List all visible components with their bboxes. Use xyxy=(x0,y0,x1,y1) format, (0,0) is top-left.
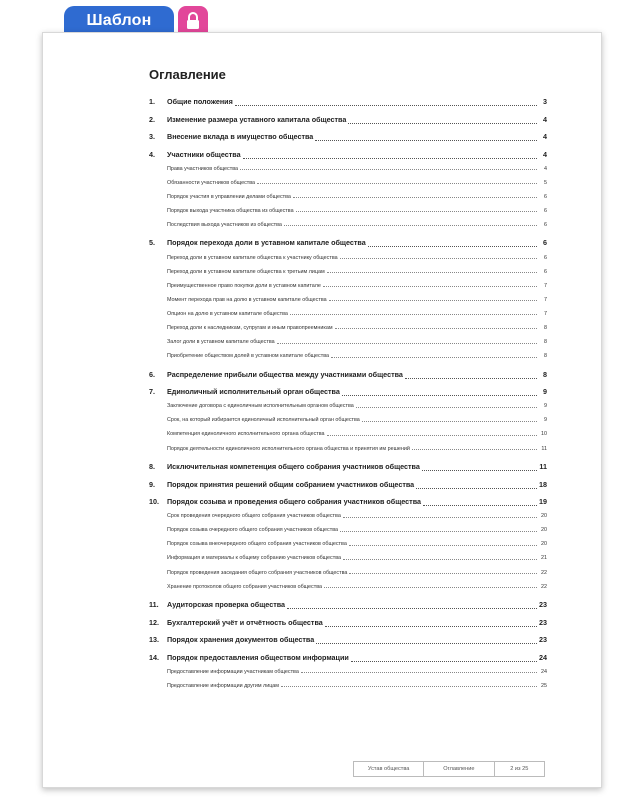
toc-leader-dots xyxy=(324,587,537,588)
toc-page-number: 9 xyxy=(543,387,547,397)
footer-doc-name: Устав общества xyxy=(354,762,424,776)
toc-leader-dots xyxy=(316,643,537,644)
toc-page-number: 7 xyxy=(544,310,547,317)
toc-section-row[interactable] xyxy=(149,497,547,508)
document-page xyxy=(42,32,602,788)
toc-subsection-label: Порядок выхода участника общества из общества xyxy=(167,207,294,214)
toc-subsection-row[interactable] xyxy=(149,537,547,551)
toc-section-label: Единоличный исполнительный орган общества xyxy=(167,387,340,397)
toc-subsection-label: Приобретение обществом долей в уставном капитале общества xyxy=(167,353,329,360)
toc-leader-dots xyxy=(281,686,537,687)
toc-section-label: Изменение размера уставного капитала общества xyxy=(167,114,347,124)
toc-subsection-label: Порядок деятельности единоличного исполнительного органа общества и принятия им решений xyxy=(167,445,410,452)
toc-leader-dots xyxy=(301,672,537,673)
page-footer xyxy=(353,761,545,777)
toc-subsection-row[interactable] xyxy=(149,509,547,523)
toc-page-number: 6 xyxy=(544,221,547,228)
toc-subsection-row[interactable] xyxy=(149,427,547,441)
toc-page-number: 6 xyxy=(544,193,547,200)
toc-subsection-row[interactable] xyxy=(149,321,547,335)
toc-page-number: 18 xyxy=(539,479,547,489)
toc-subsection-label: Преимущественное право покупки доли в уставном капитале xyxy=(167,282,321,289)
toc-leader-dots xyxy=(335,328,537,329)
toc-section-label: Общие положения xyxy=(167,97,233,106)
footer-page-number: 2 из 25 xyxy=(510,766,529,772)
toc-page-number: 22 xyxy=(541,583,547,590)
toc-section-number: 3. xyxy=(149,132,155,141)
toc-section-label: Порядок хранения документов общества xyxy=(167,635,315,645)
toc-page-number: 21 xyxy=(541,555,547,562)
toc-section-row[interactable] xyxy=(149,238,547,249)
toc-section-row[interactable] xyxy=(149,618,547,629)
toc-section-number: 6. xyxy=(149,369,155,379)
toc-page-number: 11 xyxy=(539,462,547,472)
toc-page-number: 22 xyxy=(541,569,547,576)
toc-section-row[interactable] xyxy=(149,97,547,108)
toc-leader-dots xyxy=(342,395,537,396)
toc-subsection-label: Переход доли в уставном капитале общества к участнику общества xyxy=(167,254,338,261)
toc-subsection-label: Срок, на который избирается единоличный исполнительный орган общества xyxy=(167,417,360,424)
toc-subsection-row[interactable] xyxy=(149,190,547,204)
toc-page-number: 20 xyxy=(541,513,547,520)
template-badge-label: Шаблон xyxy=(86,12,152,29)
toc-page-number: 23 xyxy=(539,600,547,610)
toc-page-number: 4 xyxy=(544,165,547,172)
toc-leader-dots xyxy=(405,378,537,379)
toc-page-number: 4 xyxy=(543,114,547,124)
toc-leader-dots xyxy=(349,573,537,574)
toc-section-row[interactable] xyxy=(149,387,547,398)
toc-section-row[interactable] xyxy=(149,132,547,143)
toc-section-row[interactable] xyxy=(149,115,547,126)
toc-leader-dots xyxy=(416,488,537,489)
toc-subsection-row[interactable] xyxy=(149,679,547,693)
toc-section-row[interactable] xyxy=(149,600,547,611)
toc-section-label: Распределение прибыли общества между участниками общества xyxy=(167,369,403,379)
toc-subsection-row[interactable] xyxy=(149,176,547,190)
toc-page-number: 5 xyxy=(544,179,547,186)
toc-section-row[interactable] xyxy=(149,150,547,161)
toc-subsection-row[interactable] xyxy=(149,218,547,232)
toc-leader-dots xyxy=(315,140,537,141)
footer-section: Оглавление xyxy=(424,762,494,776)
toc-section-number: 5. xyxy=(149,238,155,248)
toc-subsection-row[interactable] xyxy=(149,335,547,349)
toc-section-number: 14. xyxy=(149,652,159,662)
table-of-contents xyxy=(149,97,547,693)
toc-section-row[interactable] xyxy=(149,462,547,473)
toc-section-label: Участники общества xyxy=(167,149,241,159)
toc-subsection-row[interactable] xyxy=(149,551,547,565)
toc-leader-dots xyxy=(327,435,537,436)
toc-leader-dots xyxy=(368,246,537,247)
toc-page-number: 4 xyxy=(543,132,547,141)
toc-subsection-row[interactable] xyxy=(149,265,547,279)
lock-icon xyxy=(185,12,201,30)
toc-page-number: 8 xyxy=(544,353,547,360)
toc-page-number: 25 xyxy=(541,682,547,689)
toc-page-number: 20 xyxy=(541,527,547,534)
toc-subsection-label: Порядок проведения заседания общего собрания участников общества xyxy=(167,569,348,576)
toc-subsection-row[interactable] xyxy=(149,442,547,456)
toc-page-number: 6 xyxy=(544,268,547,275)
toc-page-number: 23 xyxy=(539,617,547,627)
toc-page-number: 9 xyxy=(544,403,547,410)
toc-subsection-label: Срок проведения очередного общего собрания участников общества xyxy=(167,513,341,520)
toc-leader-dots xyxy=(351,661,537,662)
toc-page-number: 8 xyxy=(544,339,547,346)
toc-section-row[interactable] xyxy=(149,653,547,664)
toc-leader-dots xyxy=(327,272,537,273)
toc-page-number: 3 xyxy=(543,97,547,106)
toc-section-row[interactable] xyxy=(149,370,547,381)
toc-leader-dots xyxy=(240,169,537,170)
toc-section-number: 1. xyxy=(149,97,155,106)
toc-section-number: 10. xyxy=(149,497,159,507)
toc-section-number: 2. xyxy=(149,114,155,124)
toc-subsection-row[interactable] xyxy=(149,565,547,579)
toc-section-number: 13. xyxy=(149,635,159,645)
toc-section-label: Порядок принятия решений общим собранием участников общества xyxy=(167,479,415,489)
toc-leader-dots xyxy=(422,470,537,471)
toc-leader-dots xyxy=(348,123,537,124)
toc-leader-dots xyxy=(290,314,537,315)
toc-subsection-row[interactable] xyxy=(149,279,547,293)
toc-subsection-label: Порядок созыва внеочередного общего собрания участников общества xyxy=(167,541,347,548)
toc-subsection-label: Последствия выхода участников из общества xyxy=(167,221,282,228)
toc-leader-dots xyxy=(340,531,537,532)
toc-page-number: 8 xyxy=(543,369,547,379)
toc-leader-dots xyxy=(329,300,537,301)
toc-subsection-label: Порядок созыва очередного общего собрания участников общества xyxy=(167,527,338,534)
toc-page-number: 9 xyxy=(544,417,547,424)
toc-page-number: 23 xyxy=(539,635,547,645)
toc-leader-dots xyxy=(356,407,537,408)
toc-subsection-row[interactable] xyxy=(149,293,547,307)
toc-page-number: 6 xyxy=(544,254,547,261)
toc-leader-dots xyxy=(296,211,537,212)
toc-section-label: Внесение вклада в имущество общества xyxy=(167,132,314,141)
toc-subsection-label: Залог доли в уставном капитале общества xyxy=(167,339,275,346)
toc-subsection-row[interactable] xyxy=(149,523,547,537)
toc-section-number: 12. xyxy=(149,617,159,627)
toc-page-number: 8 xyxy=(544,324,547,331)
toc-subsection-label: Хранение протоколов общего собрания участников общества xyxy=(167,583,323,590)
toc-section-number: 8. xyxy=(149,462,155,472)
toc-page-number: 20 xyxy=(541,541,547,548)
toc-subsection-label: Информация и материалы к общему собранию участников общества xyxy=(167,555,342,562)
toc-page-number: 4 xyxy=(543,149,547,159)
toc-page-number: 7 xyxy=(544,296,547,303)
toc-subsection-label: Переход доли к наследникам, супругам и иным правопреемникам xyxy=(167,324,333,331)
toc-section-label: Аудиторская проверка общества xyxy=(167,600,286,610)
toc-section-label: Порядок созыва и проведения общего собрания участников общества xyxy=(167,497,422,507)
toc-page-number: 11 xyxy=(541,445,547,452)
toc-subsection-label: Опцион на долю в уставном капитале общества xyxy=(167,310,288,317)
toc-subsection-row[interactable] xyxy=(149,162,547,176)
toc-subsection-label: Права участников общества xyxy=(167,165,239,172)
toc-subsection-label: Предоставление информации участникам общества xyxy=(167,668,299,675)
toc-subsection-label: Порядок участия в управлении делами общества xyxy=(167,193,291,200)
toc-leader-dots xyxy=(323,286,537,287)
toc-section-number: 7. xyxy=(149,387,155,397)
toc-section-label: Порядок предоставления обществом информации xyxy=(167,652,349,662)
toc-subsection-row[interactable] xyxy=(149,413,547,427)
toc-subsection-label: Предоставление информации другим лицам xyxy=(167,682,280,689)
toc-subsection-row[interactable] xyxy=(149,307,547,321)
toc-section-number: 11. xyxy=(149,600,159,610)
toc-leader-dots xyxy=(412,449,537,450)
toc-subsection-label: Заключение договора с единоличным исполнительным органом общества xyxy=(167,403,354,410)
toc-page-number: 7 xyxy=(544,282,547,289)
toc-subsection-label: Переход доли в уставном капитале общества к третьим лицам xyxy=(167,268,325,275)
toc-section-row[interactable] xyxy=(149,635,547,646)
toc-section-label: Порядок перехода доли в уставном капитале общества xyxy=(167,238,366,248)
toc-page-number: 6 xyxy=(543,238,547,248)
toc-section-label: Исключительная компетенция общего собрания участников общества xyxy=(167,462,420,472)
toc-section-row[interactable] xyxy=(149,480,547,491)
toc-subsection-row[interactable] xyxy=(149,399,547,413)
toc-page-number: 24 xyxy=(541,668,547,675)
toc-subsection-label: Компетенция единоличного исполнительного органа общества xyxy=(167,431,325,438)
toc-leader-dots xyxy=(423,505,537,506)
toc-leader-dots xyxy=(343,559,537,560)
toc-page-number: 6 xyxy=(544,207,547,214)
toc-page-number: 24 xyxy=(539,652,547,662)
toc-title: Оглавление xyxy=(149,67,226,82)
toc-section-number: 9. xyxy=(149,479,155,489)
toc-leader-dots xyxy=(287,608,537,609)
toc-leader-dots xyxy=(349,545,537,546)
toc-leader-dots xyxy=(343,517,537,518)
toc-leader-dots xyxy=(340,258,537,259)
toc-leader-dots xyxy=(284,225,537,226)
toc-leader-dots xyxy=(257,183,537,184)
toc-leader-dots xyxy=(235,105,537,106)
toc-leader-dots xyxy=(362,421,537,422)
toc-subsection-row[interactable] xyxy=(149,665,547,679)
toc-leader-dots xyxy=(243,158,537,159)
toc-leader-dots xyxy=(331,357,537,358)
toc-leader-dots xyxy=(293,197,537,198)
toc-subsection-row[interactable] xyxy=(149,580,547,594)
toc-leader-dots xyxy=(325,626,537,627)
toc-section-number: 4. xyxy=(149,149,155,159)
toc-subsection-label: Обязанности участников общества xyxy=(167,179,256,186)
toc-page-number: 10 xyxy=(541,431,547,438)
toc-leader-dots xyxy=(277,343,537,344)
toc-page-number: 19 xyxy=(539,497,547,507)
toc-subsection-row[interactable] xyxy=(149,204,547,218)
toc-section-label: Бухгалтерский учёт и отчётность общества xyxy=(167,617,323,627)
toc-subsection-row[interactable] xyxy=(149,349,547,363)
toc-subsection-row[interactable] xyxy=(149,250,547,264)
toc-subsection-label: Момент перехода прав на долю в уставном капитале общества xyxy=(167,296,327,303)
